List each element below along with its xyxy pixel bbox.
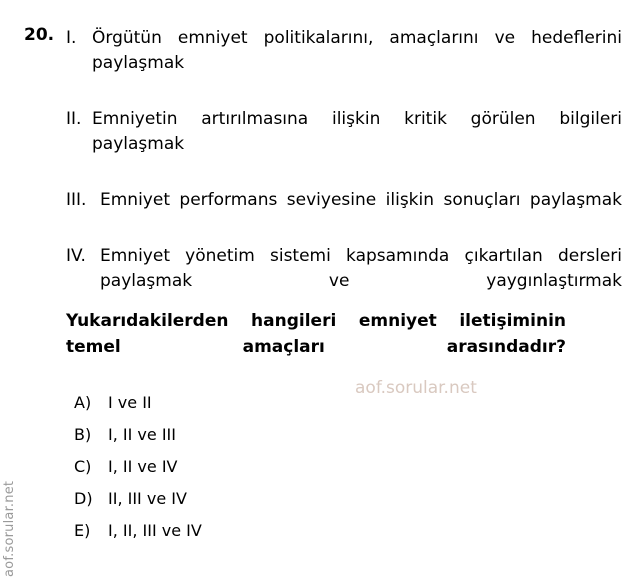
option-text: I ve II <box>108 393 152 412</box>
option-a[interactable] <box>74 392 524 414</box>
list-item-text: Emniyet yönetim sistemi kapsamında çıkartılan dersleri paylaşmak ve yaygınlaştırmak <box>100 246 622 291</box>
question-stem: Yukarıdakilerden hangileri emniyet iletişiminin temel amaçları arasındadır? <box>66 311 566 357</box>
option-text: II, III ve IV <box>108 489 187 508</box>
roman-numeral-list <box>66 26 622 325</box>
option-letter: C) <box>74 457 92 476</box>
list-item-text: Emniyetin artırılmasına ilişkin kritik görülen bilgileri paylaşmak <box>92 109 622 154</box>
answer-options <box>74 392 524 552</box>
option-text: I, II, III ve IV <box>108 521 202 540</box>
list-item-label: II. <box>66 109 82 129</box>
list-item <box>66 107 622 182</box>
option-letter: B) <box>74 425 92 444</box>
question-number: 20. <box>24 25 55 45</box>
list-item-label: III. <box>66 190 87 210</box>
list-item-text: Emniyet performans seviyesine ilişkin sonuçları paylaşmak <box>100 190 622 210</box>
list-item-label: IV. <box>66 246 86 266</box>
list-item-text: Örgütün emniyet politikalarını, amaçlarını ve hedeflerini paylaşmak <box>92 28 622 73</box>
option-c[interactable] <box>74 456 524 478</box>
list-item <box>66 26 622 101</box>
side-watermark: aof.sorular.net <box>2 480 17 577</box>
option-letter: D) <box>74 489 93 508</box>
option-e[interactable] <box>74 520 524 542</box>
option-b[interactable] <box>74 424 524 446</box>
option-d[interactable] <box>74 488 524 510</box>
option-text: I, II ve IV <box>108 457 178 476</box>
option-letter: E) <box>74 521 91 540</box>
center-watermark: aof.sorular.net <box>355 378 477 398</box>
list-item <box>66 188 622 238</box>
option-letter: A) <box>74 393 92 412</box>
option-text: I, II ve III <box>108 425 176 444</box>
list-item-label: I. <box>66 28 77 48</box>
